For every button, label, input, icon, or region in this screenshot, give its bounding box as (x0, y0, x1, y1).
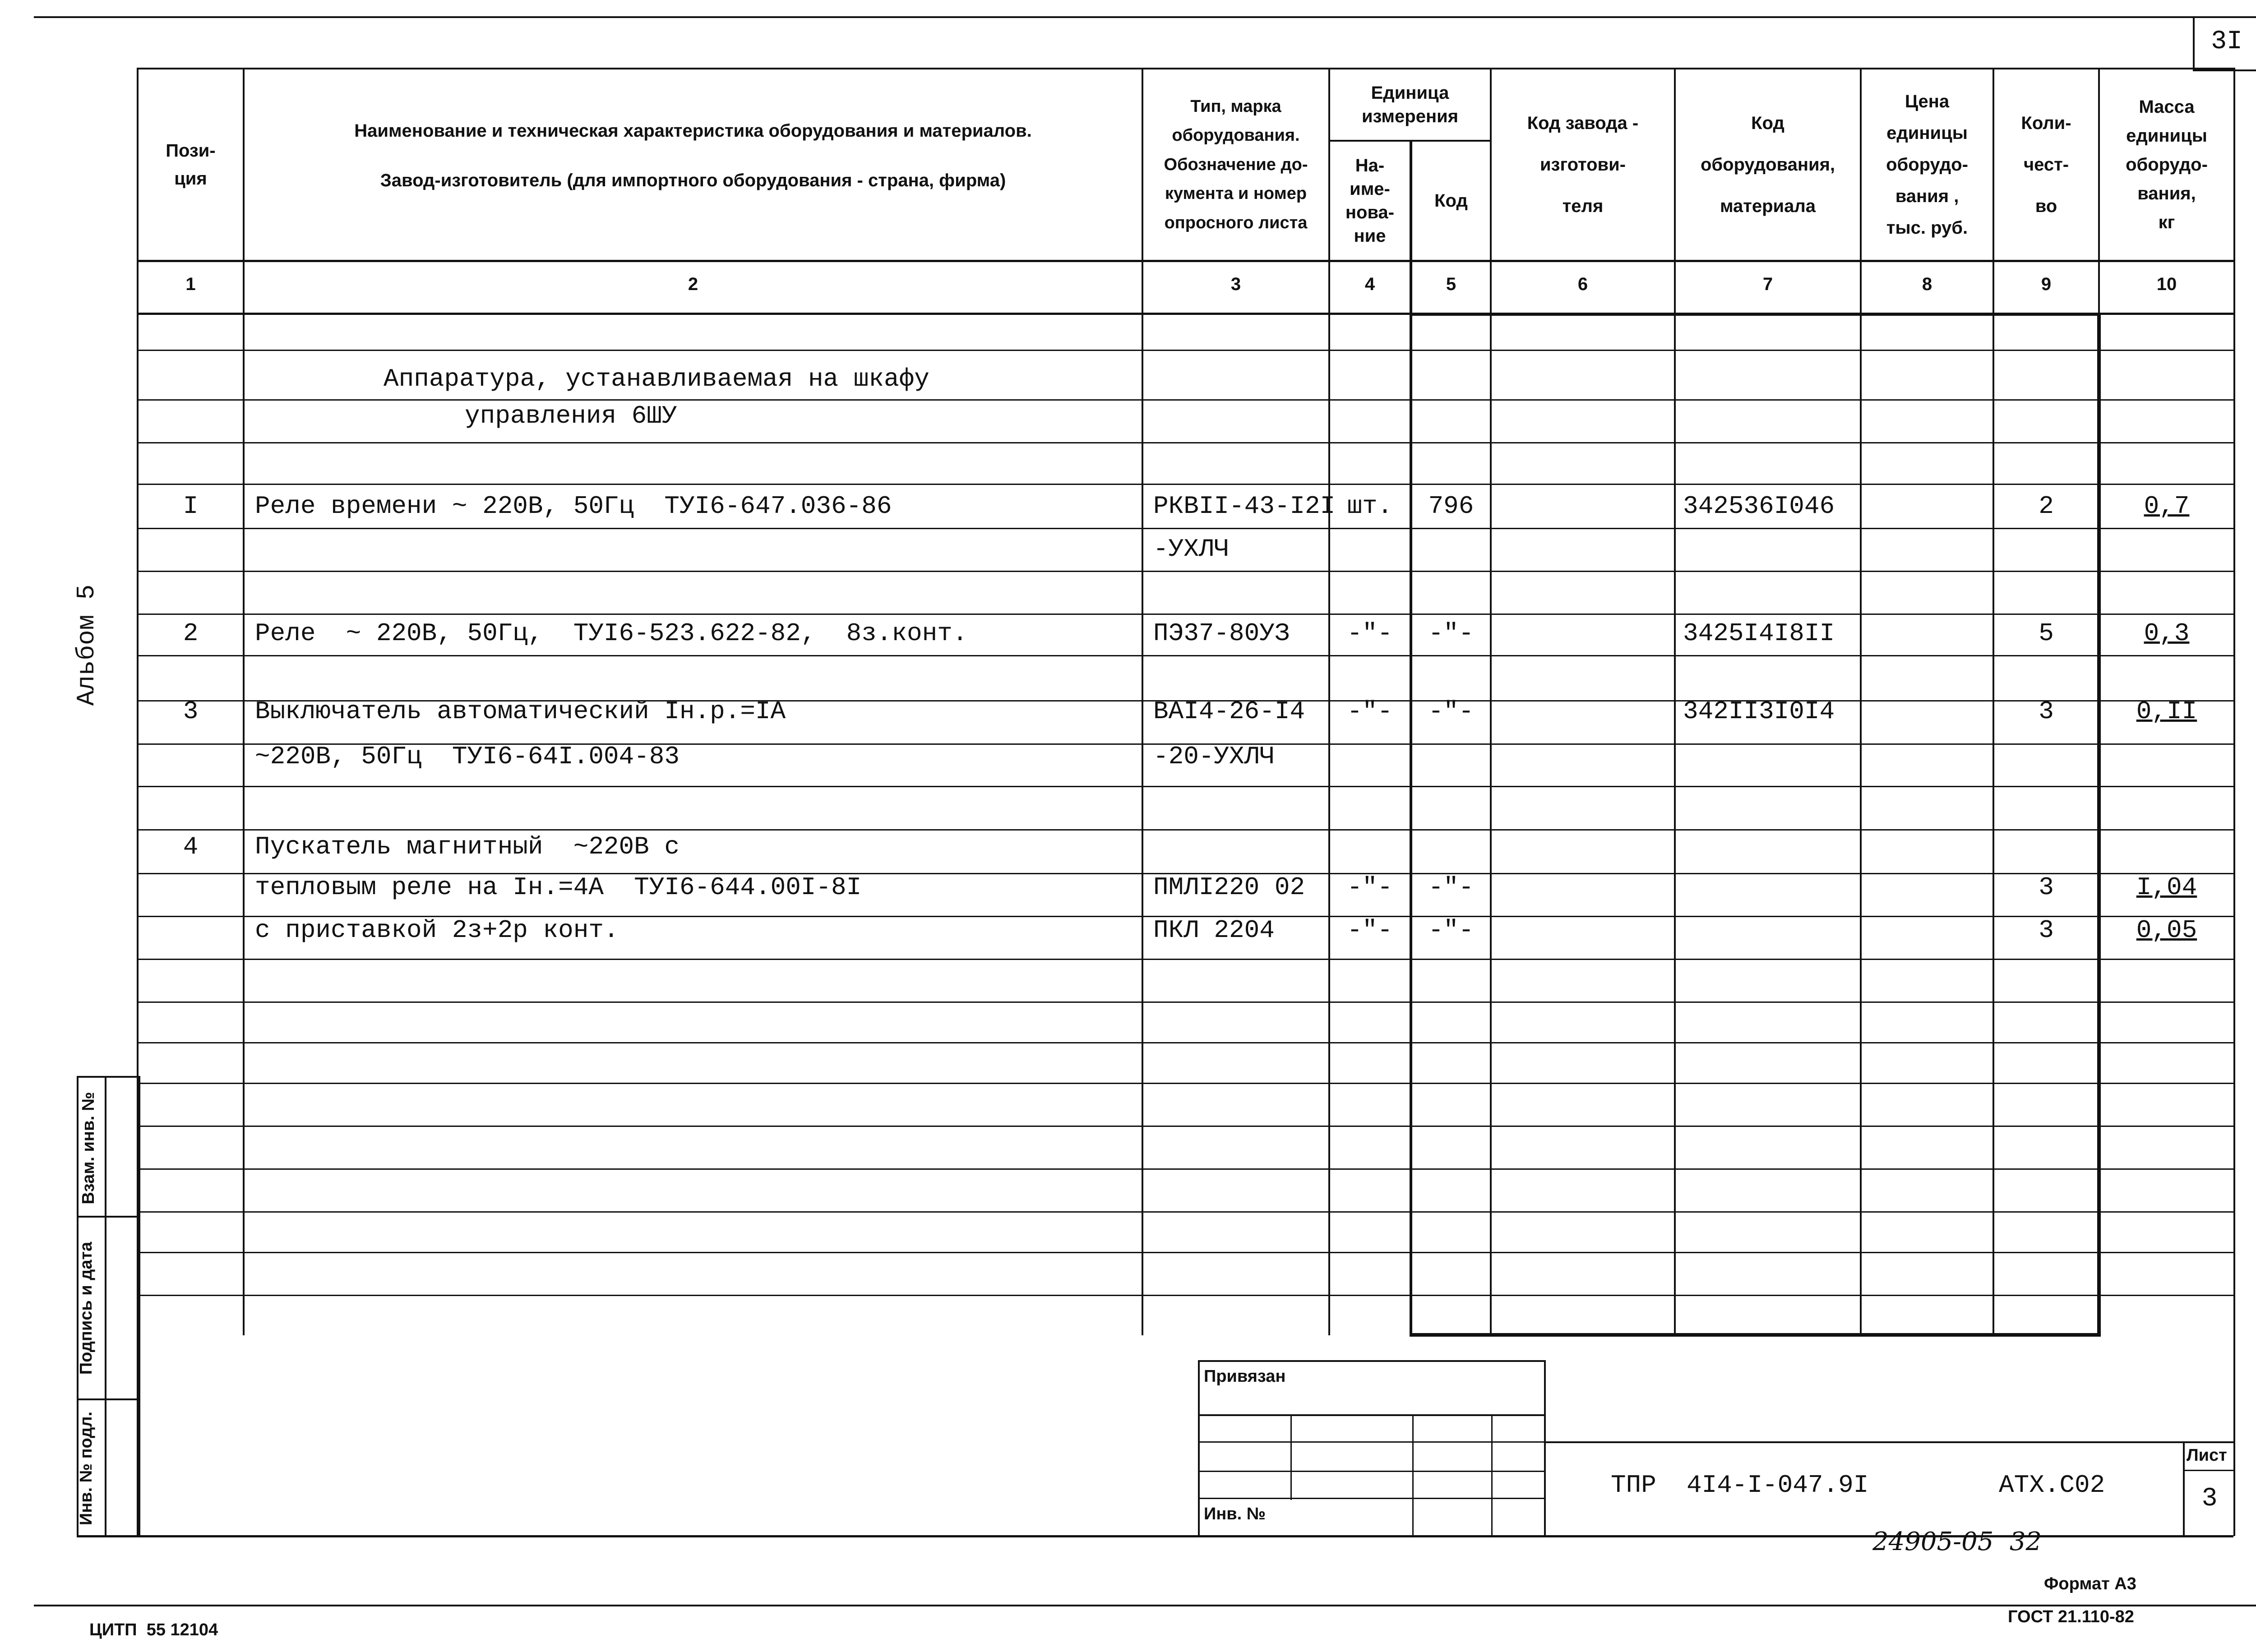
frame-bottom (34, 1605, 2256, 1606)
tb-v1 (1290, 1414, 1292, 1500)
cell-type: -20-УХЛЧ (1153, 742, 1275, 771)
cell-position: 2 (183, 619, 199, 648)
handwritten-number: 24905-05 32 (1872, 1527, 2042, 1556)
cell-quantity: 5 (2039, 619, 2054, 648)
cell-type: ВАI4-26-I4 (1153, 697, 1305, 726)
row-line (137, 1083, 2235, 1084)
colnum-10: 10 (2156, 274, 2177, 294)
cell-unit-code: 796 (1428, 492, 1474, 521)
stamp-top (77, 1076, 140, 1078)
cell-position: I (183, 492, 199, 521)
header-unit-group: Единица измерения (1361, 83, 1459, 126)
col-sep-1 (243, 68, 245, 1335)
row-line (137, 1042, 2235, 1043)
header-type: Тип, марка оборудования. Обозначение до- кумента и номер опросного листа (1164, 97, 1308, 232)
header-unit-name: На- име- нова- ние (1345, 156, 1395, 246)
col-sep-4 (1410, 140, 1412, 1335)
privyazan-label: Привязан (1204, 1367, 1286, 1386)
format-label: Формат А3 (2044, 1574, 2136, 1593)
table-right (2233, 68, 2235, 1536)
row-line (137, 1001, 2235, 1003)
row-line (137, 350, 2235, 351)
corner-sheet-number: 3I (2211, 27, 2242, 56)
cell-type: РКВII-43-I2I (1153, 492, 1336, 521)
sheet-number: 3 (2201, 1484, 2218, 1514)
cell-type: ПЭ37-80УЗ (1153, 619, 1290, 648)
cell-unit-name: -"- (1347, 873, 1393, 902)
cell-position: 3 (183, 697, 199, 726)
cell-equip-code: 3425I4I8II (1683, 619, 1835, 648)
row-line (137, 786, 2235, 787)
cell-unit-code: -"- (1428, 697, 1474, 726)
row-line (137, 829, 2235, 831)
cell-quantity: 3 (2039, 916, 2054, 945)
row-line (137, 1168, 2235, 1170)
tb-privyazan-bottom (1198, 1414, 1545, 1416)
cell-quantity: 2 (2039, 492, 2054, 521)
cell-unit-name: -"- (1347, 697, 1393, 726)
stamp-sep2 (77, 1398, 140, 1400)
row-line (137, 571, 2235, 572)
doc-mark: АТХ.С02 (1999, 1471, 2105, 1500)
sheet-label: Лист (2187, 1446, 2227, 1465)
header-price: Цена единицы оборудо- вания , тыс. руб. (1886, 92, 1968, 238)
cell-mass: 0,3 (2144, 619, 2190, 648)
thick-box-right (2097, 313, 2101, 1337)
cell-name: тепловым реле на Iн.=4А ТУI6-644.00I-8I (255, 873, 862, 902)
header-quantity: Коли- чест- во (2021, 113, 2071, 216)
cell-unit-code: -"- (1428, 873, 1474, 902)
cell-unit-name: -"- (1347, 916, 1393, 945)
header-unit-code: Код (1434, 191, 1468, 211)
cell-equip-code: 342II3I0I4 (1683, 697, 1835, 726)
row-line (137, 959, 2235, 960)
thick-box-top (1410, 313, 2100, 316)
stamp-inv-podl: Инв. № подл. (77, 1411, 96, 1526)
tb-v3 (1491, 1414, 1493, 1536)
row-line (137, 1126, 2235, 1127)
cell-type: ПМЛI220 02 (1153, 873, 1305, 902)
cell-unit-name: -"- (1347, 619, 1393, 648)
side-label-album: Альбом 5 (72, 584, 101, 706)
header-position: Пози- ция (166, 141, 216, 189)
tb-h4 (1198, 1498, 1545, 1499)
cell-name: Пускатель магнитный ~220В с (255, 832, 680, 861)
row-line (137, 442, 2235, 443)
doc-code: ТПР 4I4-I-047.9I (1611, 1471, 1869, 1500)
stamp-right (139, 1076, 140, 1536)
header-name-1: Наименование и техническая характеристика оборудования и материалов. (354, 121, 1032, 141)
row-line (137, 484, 2235, 485)
cell-name: Реле ~ 220В, 50Гц, ТУI6-523.622-82, 8з.конт. (255, 619, 968, 648)
tb-main-top (1544, 1441, 2234, 1443)
cell-mass: I,04 (2136, 873, 2197, 902)
stamp-vzam-inv: Взам. инв. № (79, 1092, 98, 1204)
cell-name: ~220В, 50Гц ТУI6-64I.004-83 (255, 742, 680, 771)
row-line (137, 655, 2235, 656)
row-line (137, 614, 2235, 615)
header-equip-code: Код оборудования, материала (1700, 113, 1835, 216)
row-line (137, 399, 2235, 401)
gost-label: ГОСТ 21.110-82 (2008, 1607, 2134, 1626)
header-bottom (137, 260, 2235, 262)
stamp-podpis-data: Подпись и дата (77, 1241, 96, 1375)
row-line (137, 1211, 2235, 1213)
cell-quantity: 3 (2039, 697, 2054, 726)
inv-label: Инв. № (1204, 1504, 1266, 1523)
cell-quantity: 3 (2039, 873, 2054, 902)
cell-name: с приставкой 2з+2р конт. (255, 916, 619, 945)
row-line (137, 1252, 2235, 1253)
colnum-9: 9 (2041, 274, 2052, 294)
tb-top (1198, 1360, 1545, 1362)
tb-h3 (1198, 1471, 1545, 1472)
cell-unit-name: шт. (1347, 492, 1393, 521)
thick-box-bottom (1410, 1333, 2100, 1337)
row-line (137, 1295, 2235, 1296)
cell-mass: 0,05 (2136, 916, 2197, 945)
section-title-line1: Аппаратура, устанавливаемая на шкафу (384, 365, 929, 393)
tb-left (1198, 1360, 1200, 1536)
tb-right (1544, 1360, 1546, 1536)
header-factory-code: Код завода - изготови- теля (1527, 113, 1639, 216)
footer-left: ЦИТП 55 12104 (89, 1620, 218, 1639)
colnum-1: 1 (185, 274, 196, 294)
colnum-2: 2 (688, 274, 698, 294)
colnum-8: 8 (1922, 274, 1932, 294)
cell-position: 4 (183, 832, 199, 861)
cell-type: -УХЛЧ (1153, 535, 1230, 563)
cell-type: ПКЛ 2204 (1153, 916, 1275, 945)
colnum-7: 7 (1762, 274, 1773, 294)
cell-mass: 0,7 (2144, 492, 2190, 521)
tb-h2 (1198, 1441, 1545, 1443)
section-title-line2: управления 6ШУ (465, 401, 677, 430)
header-name-2: Завод-изготовитель (для импортного оборудования - страна, фирма) (380, 171, 1006, 190)
row-line (137, 528, 2235, 529)
cell-name: Выключатель автоматический Iн.р.=IА (255, 697, 786, 726)
corner-box-left (2193, 16, 2195, 70)
cell-equip-code: 342536I046 (1683, 492, 1835, 521)
cell-name: Реле времени ~ 220В, 50Гц ТУI6-647.036-86 (255, 492, 892, 521)
cell-unit-code: -"- (1428, 916, 1474, 945)
cell-mass: 0,II (2136, 697, 2197, 726)
cell-unit-code: -"- (1428, 619, 1474, 648)
tb-v2 (1412, 1414, 1414, 1536)
colnum-6: 6 (1577, 274, 1588, 294)
colnum-3: 3 (1230, 274, 1241, 294)
tb-sheet-mid (2183, 1470, 2235, 1471)
colnum-5: 5 (1446, 274, 1456, 294)
frame-top (34, 16, 2256, 18)
colnum-4: 4 (1364, 274, 1375, 294)
header-mass: Масса единицы оборудо- вания, кг (2126, 97, 2208, 232)
